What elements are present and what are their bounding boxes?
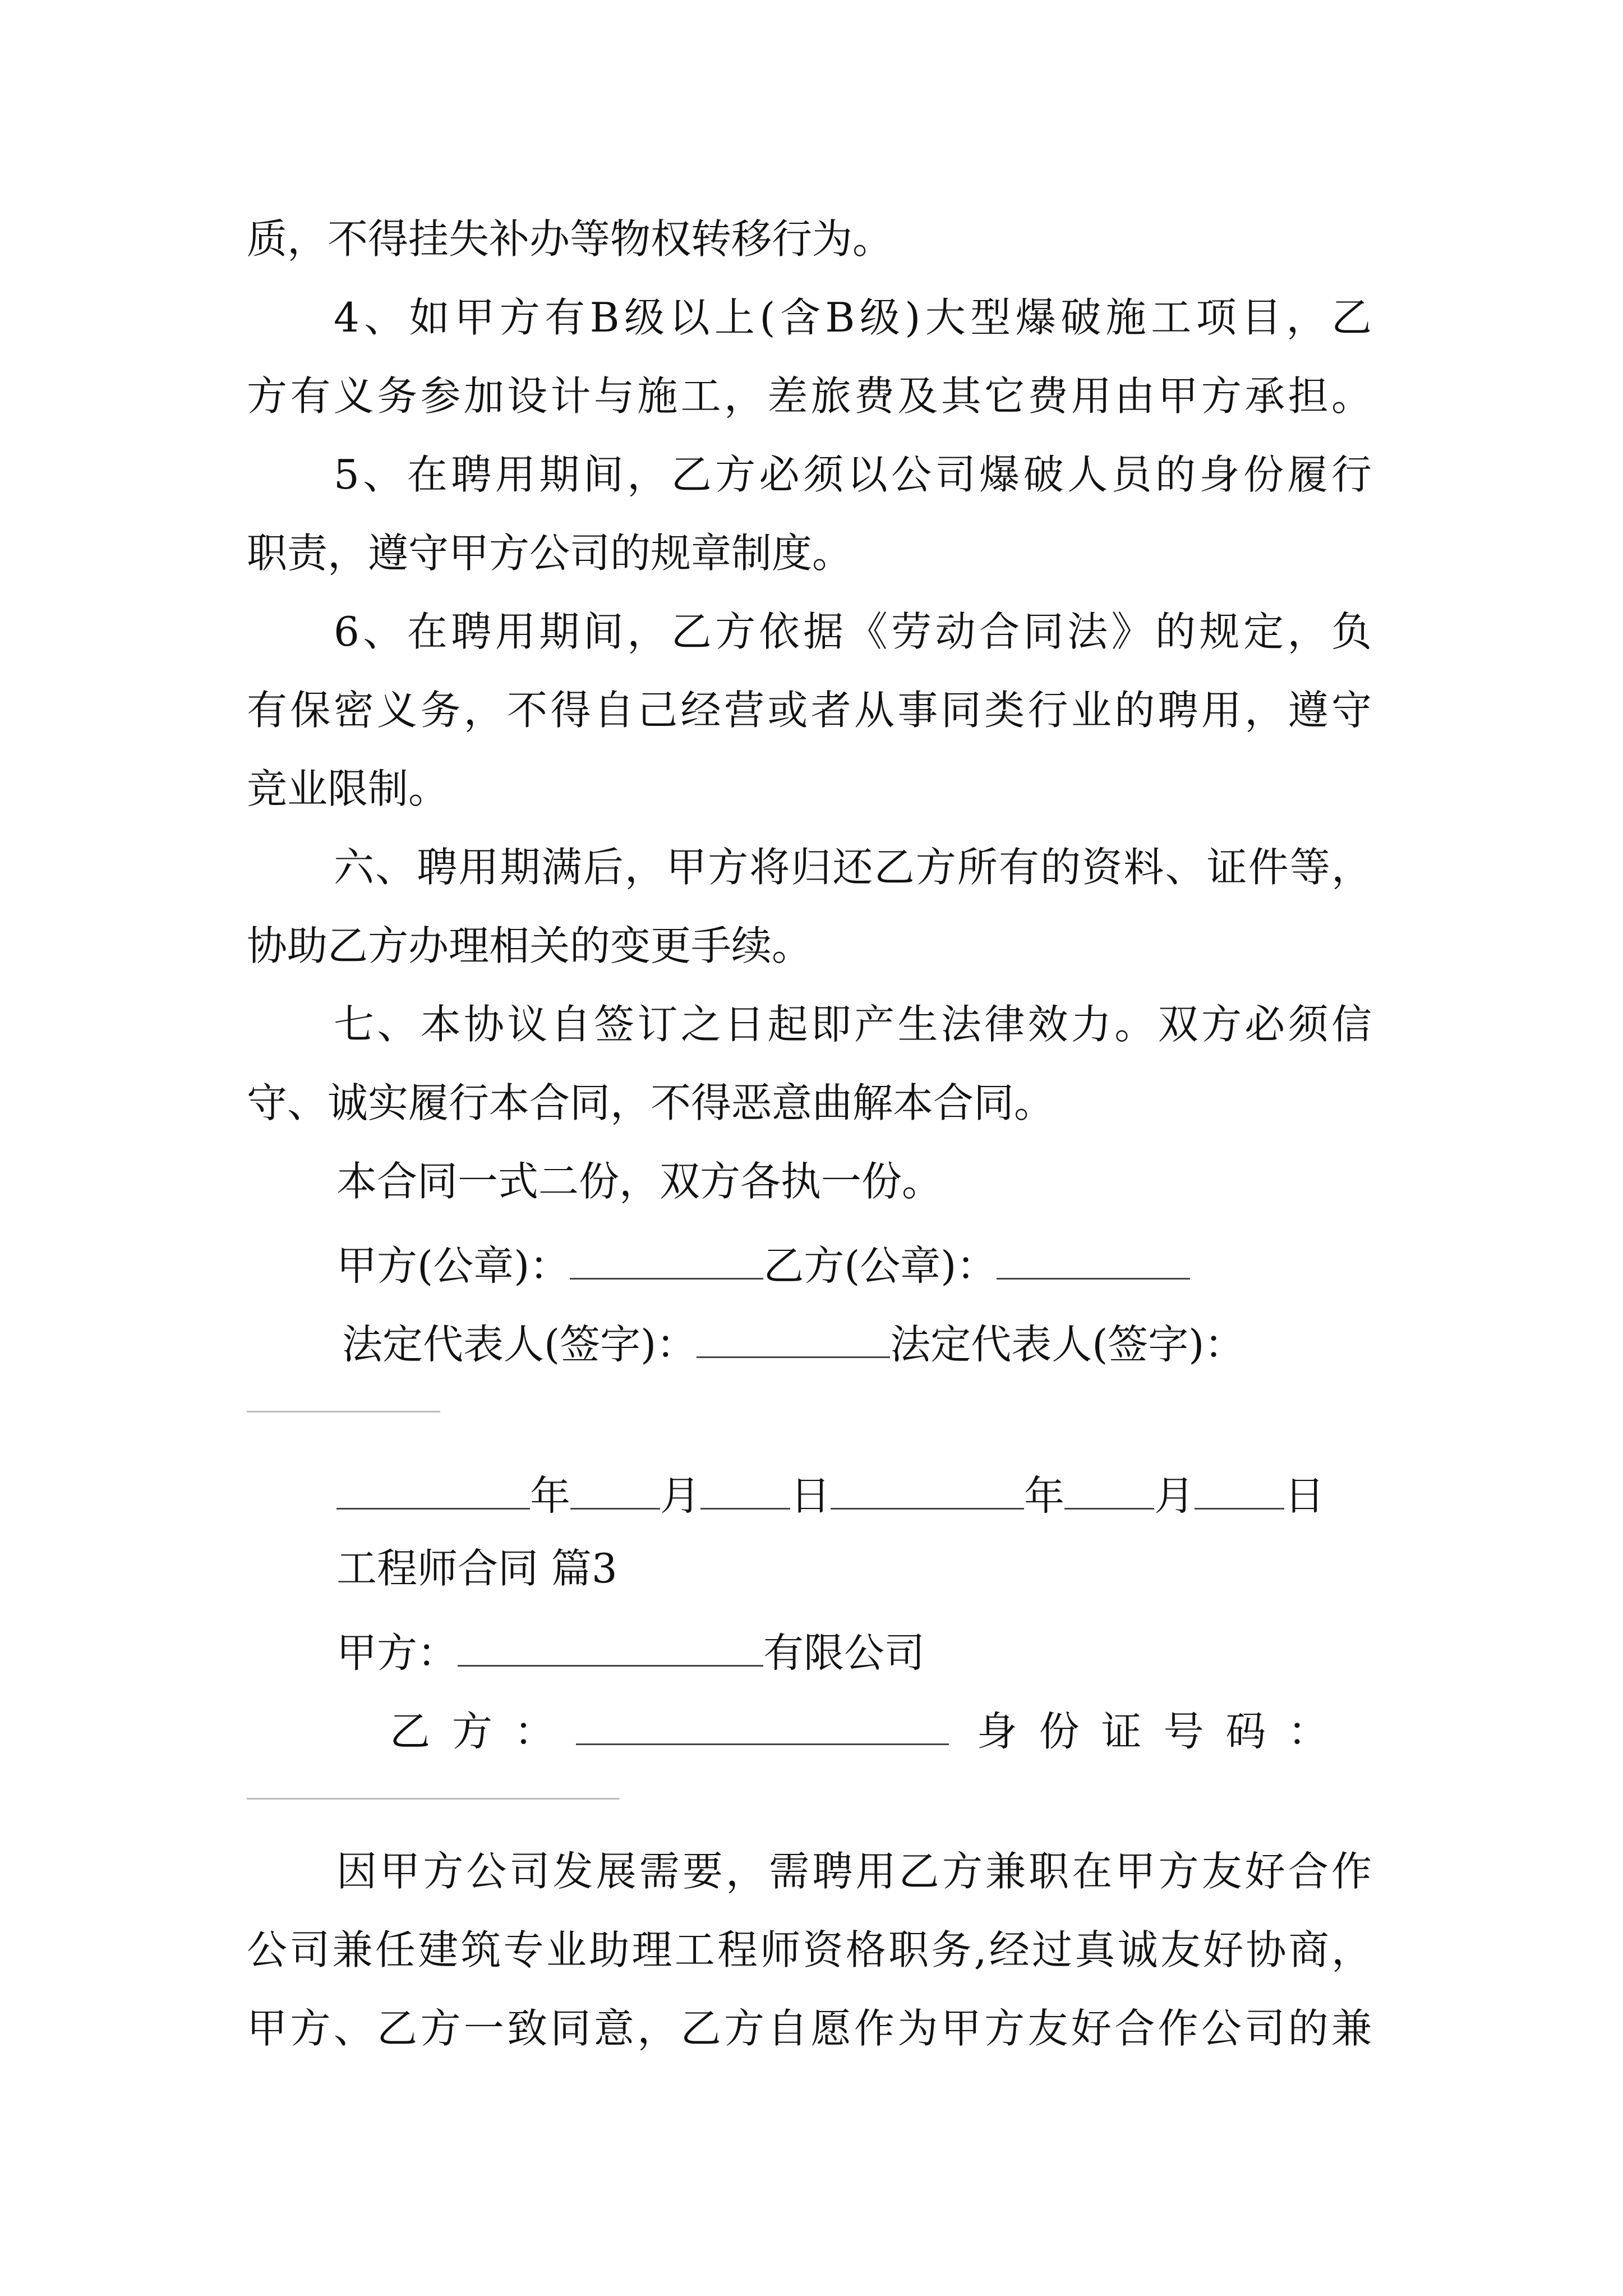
paragraph-line: 有保密义务，不得自己经营或者从事同类行业的聘用，遵守	[247, 687, 1372, 734]
paragraph-line: 6、在聘用期间，乙方依据《劳动合同法》的规定，负	[334, 608, 1372, 655]
party-b-seal-blank	[997, 1240, 1190, 1280]
day-b-blank	[1195, 1470, 1284, 1510]
year-b-label: 年	[1024, 1472, 1065, 1520]
legal-rep-a-blank	[697, 1318, 890, 1358]
party-a-seal-blank	[570, 1240, 763, 1280]
legal-rep-line	[342, 1318, 1245, 1368]
party-a-line	[336, 1627, 925, 1677]
section-title: 工程师合同 篇3	[336, 1545, 617, 1592]
month-a-label: 月	[660, 1472, 701, 1520]
party-b-label: 乙 方 ：	[390, 1708, 559, 1755]
date-line	[336, 1470, 1325, 1520]
paragraph-line: 质，不得挂失补办等物权转移行为。	[247, 215, 893, 263]
month-a-blank	[570, 1470, 660, 1510]
party-a-seal-label: 甲方(公章)：	[336, 1242, 570, 1290]
id-number-label: 身 份 证 号 码 ：	[976, 1708, 1333, 1755]
day-a-blank	[700, 1470, 790, 1510]
paragraph-line: 守、诚实履行本合同，不得恶意曲解本合同。	[247, 1079, 1055, 1126]
year-b-blank	[831, 1470, 1024, 1510]
paragraph-line: 5、在聘用期间，乙方必须以公司爆破人员的身份履行	[334, 451, 1372, 498]
paragraph-line: 因甲方公司发展需要，需聘用乙方兼职在甲方友好合作	[336, 1848, 1372, 1895]
paragraph-line: 甲方、乙方一致同意，乙方自愿作为甲方友好合作公司的兼	[247, 2005, 1372, 2052]
paragraph-line: 方有义务参加设计与施工，差旅费及其它费用由甲方承担。	[247, 372, 1372, 420]
month-b-label: 月	[1154, 1472, 1195, 1520]
paragraph-line: 公司兼任建筑专业助理工程师资格职务,经过真诚友好协商，	[247, 1926, 1372, 1973]
paragraph-line: 协助乙方办理相关的变更手续。	[247, 922, 813, 969]
seal-line	[336, 1240, 1190, 1290]
day-b-label: 日	[1284, 1472, 1325, 1520]
paragraph-line: 本合同一式二份，双方各执一份。	[336, 1158, 943, 1205]
year-a-label: 年	[530, 1472, 571, 1520]
paragraph-line: 4、如甲方有B级以上(含B级)大型爆破施工项目，乙	[334, 294, 1372, 341]
legal-rep-a-label: 法定代表人(签字)：	[342, 1320, 697, 1368]
party-a-label: 甲方：	[336, 1629, 458, 1677]
party-b-name-blank	[576, 1705, 949, 1745]
paragraph-line: 六、聘用期满后，甲方将归还乙方所有的资料、证件等，	[334, 844, 1372, 891]
id-number-blank	[247, 1798, 620, 1800]
year-a-blank	[336, 1470, 530, 1510]
party-b-line	[390, 1705, 1333, 1755]
company-name-blank	[458, 1627, 763, 1667]
party-b-seal-label: 乙方(公章)：	[763, 1242, 997, 1290]
paragraph-line: 七、本协议自签订之日起即产生法律效力。双方必须信	[334, 1001, 1372, 1048]
day-a-label: 日	[790, 1472, 831, 1520]
month-b-blank	[1064, 1470, 1154, 1510]
party-a-suffix: 有限公司	[763, 1629, 925, 1677]
legal-rep-b-blank	[247, 1411, 440, 1412]
paragraph-line: 竞业限制。	[247, 765, 449, 812]
paragraph-line: 职责，遵守甲方公司的规章制度。	[247, 530, 853, 577]
legal-rep-b-label: 法定代表人(签字)：	[890, 1320, 1245, 1368]
